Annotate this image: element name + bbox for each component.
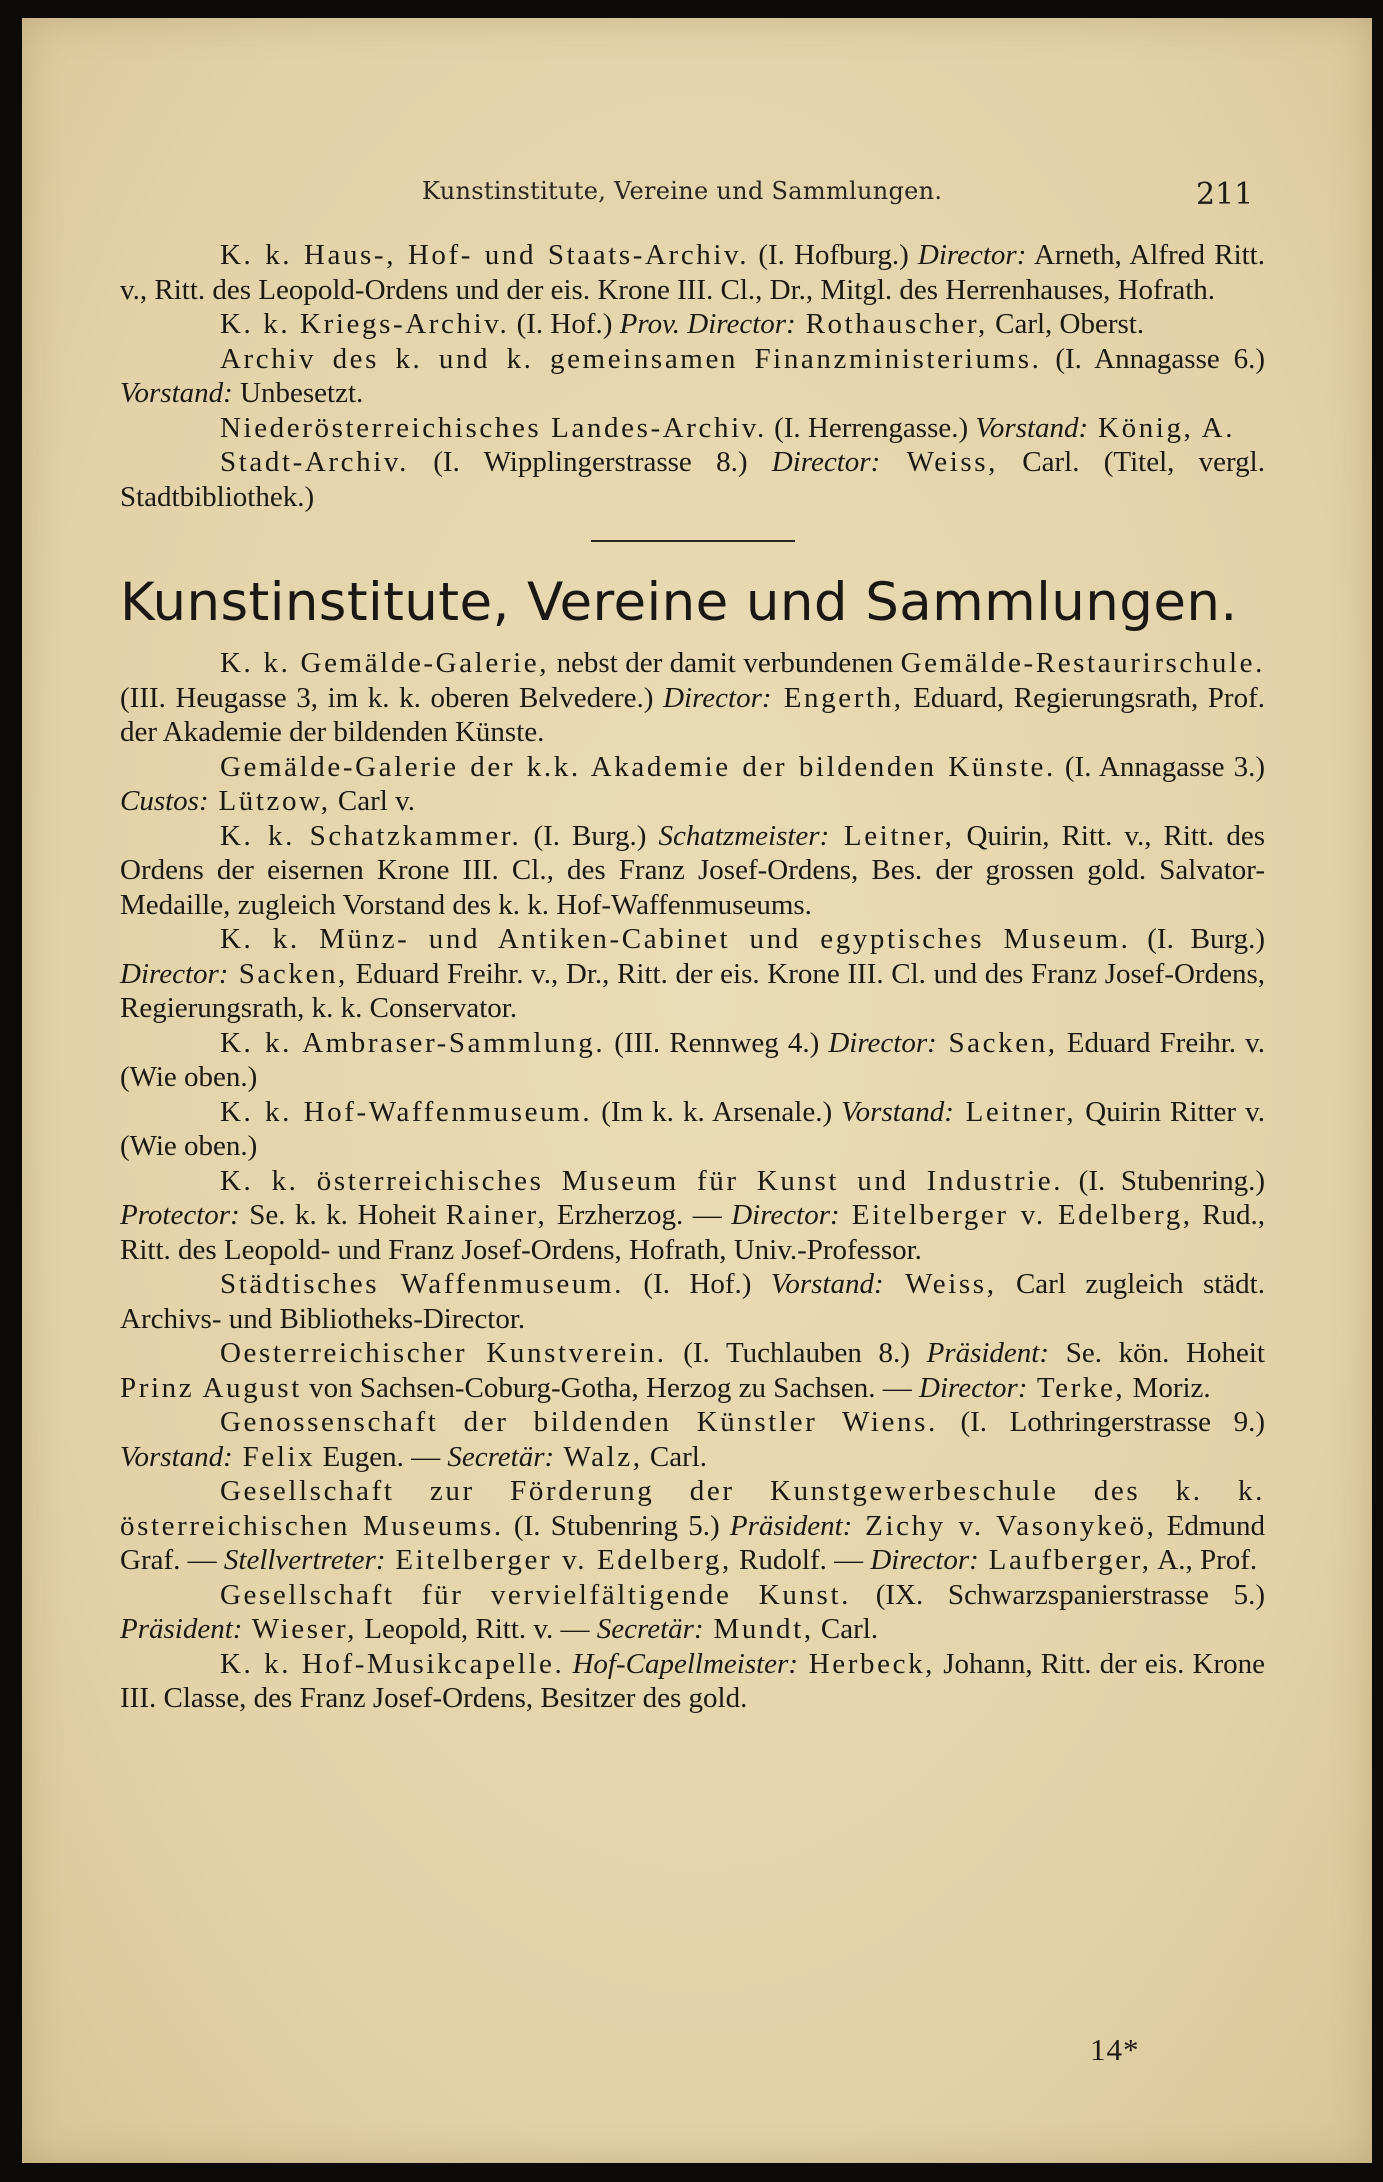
page-header [22,173,1372,213]
entry-name: K. k. Haus-, Hof- und Staats-Archiv. [220,239,750,271]
entry-schatzkammer: K. k. Schatzkammer. (I. Burg.) Schatzmeister: Leitner, Quirin, Ritt. v., Ritt. des Ordens der eisernen Krone III. Cl., des Franz Josef-Ordens, Bes. der grossen gold. Salvator-Medaille, zugleich Vorstand des k. k. Hof-Waffenmuseums. [120,819,1266,921]
entry-person: König, A. [1088,411,1236,444]
section-title: Kunstinstitute, Vereine und Sammlungen. [120,572,1238,633]
entry-gemaelde-galerie: K. k. Gemälde-Galerie, nebst der damit verbundenen Gemälde-Restaurirschule. (III. Heugasse 3, im k. k. oberen Belvedere.) Director: Engerth, Eduard, Regierungsrath, Prof. der Akademie der bildenden Künste. [120,647,1265,748]
entry-person: Weiss, [880,446,998,478]
book-page [22,18,1372,2163]
entry-name: Archiv des k. und k. gemeinsamen Finanzministeriums. [220,342,1042,375]
entry-role: Vorstand: [120,377,233,409]
entry-name: Niederösterreichisches Landes-Archiv. [220,411,767,444]
archive-entry-landes-archiv: Niederösterreichisches Landes-Archiv. (I. Herrengasse.) Vorstand: König, A. [220,411,1236,444]
page-body [120,238,1265,1716]
entry-role: Vorstand: [975,411,1089,444]
entry-akademie-galerie: Gemälde-Galerie der k.k. Akademie der bildenden Künste. (I. Annagasse 3.) Custos: Lützow, Carl v. [120,750,1265,817]
entry-kunstgewerbeschule: Gesellschaft zur Förderung der Kunstgewerbeschule des k. k. österreichischen Museums. (I. Stubenring 5.) Präsident: Zichy v. Vasonykeö, Edmund Graf. — Stellvertreter: Eitelberger v. Edelberg, Rudolf. — Director: Laufberger, A., Prof. [120,1475,1265,1576]
archive-entry-haus-hof-staats: K. k. Haus-, Hof- und Staats-Archiv. (I. Hofburg.) Director: Arneth, Alfred Ritt. v., Ritt. des Leopold-Ordens und der eis. Krone III. Cl., Dr., Mitgl. des Herrenhauses, Hofrath. [120,239,1265,306]
entry-genossenschaft: Genossenschaft der bildenden Künstler Wiens. (I. Lothringerstrasse 9.) Vorstand: Felix Eugen. — Secretär: Walz, Carl. [120,1406,1265,1473]
entry-name: Stadt-Archiv. [220,446,409,478]
entry-kunstverein: Oesterreichischer Kunstverein. (I. Tuchlauben 8.) Präsident: Se. kön. Hoheit Prinz August von Sachsen-Coburg-Gotha, Herzog zu Sachsen. — Director: Terke, Moriz. [120,1337,1265,1404]
section-divider [591,540,795,542]
archive-entry-kriegs: K. k. Kriegs-Archiv. (I. Hof.) Prov. Director: Rothauscher, Carl, Oberst. [220,308,1145,340]
entry-name: K. k. Kriegs-Archiv. [220,308,510,340]
entry-vervielfaeltigende-kunst: Gesellschaft für vervielfältigende Kunst. (IX. Schwarzspanierstrasse 5.) Präsident: Wieser, Leopold, Ritt. v. — Secretär: Mundt, Carl. [120,1578,1265,1645]
entry-hof-waffenmuseum: K. k. Hof-Waffenmuseum. (Im k. k. Arsenale.) Vorstand: Leitner, Quirin Ritter v. (Wie oben.) [120,1095,1265,1162]
page-number: 211 [1196,177,1254,212]
signature-mark: 14* [1090,2032,1140,2067]
entry-role: Director: [917,239,1027,271]
archive-entry-finanzministerium: Archiv des k. und k. gemeinsamen Finanzministeriums. (I. Annagasse 6.) Vorstand: Unbesetzt. [120,342,1265,409]
entry-ambraser-sammlung: K. k. Ambraser-Sammlung. (III. Rennweg 4.) Director: Sacken, Eduard Freihr. v. (Wie oben.) [120,1026,1265,1093]
entry-museum-kunst-industrie: K. k. österreichisches Museum für Kunst und Industrie. (I. Stubenring.) Protector: Se. k. k. Hoheit Rainer, Erzherzog. — Director: Eitelberger v. Edelberg, Rud., Ritt. des Leopold- und Franz Josef-Ordens, Hofrath, Univ.-Professor. [120,1164,1265,1266]
entry-staedtisches-waffenmuseum: Städtisches Waffenmuseum. (I. Hof.) Vorstand: Weiss, Carl zugleich städt. Archivs- und Bibliotheks-Director. [120,1268,1265,1335]
entry-role: Director: [771,446,881,478]
running-head: Kunstinstitute, Vereine und Sammlungen. [422,177,943,205]
entry-hof-musikcapelle: K. k. Hof-Musikcapelle. Hof-Capellmeister: Herbeck, Johann, Ritt. der eis. Krone III. Classe, des Franz Josef-Ordens, Besitzer des gold. [120,1647,1265,1714]
entry-muenz-cabinet: K. k. Münz- und Antiken-Cabinet und egyptisches Museum. (I. Burg.) Director: Sacken, Eduard Freihr. v., Dr., Ritt. der eis. Krone III. Cl. und des Franz Josef-Ordens, Regierungsrath, k. k. Conservator. [120,923,1265,1024]
entry-person: Rothauscher, [795,308,988,340]
entry-role: Prov. Director: [619,308,796,340]
archive-entry-stadt-archiv: Stadt-Archiv. (I. Wipplingerstrasse 8.) Director: Weiss, Carl. (Titel, vergl. Stadtbibliothek.) [120,446,1265,513]
